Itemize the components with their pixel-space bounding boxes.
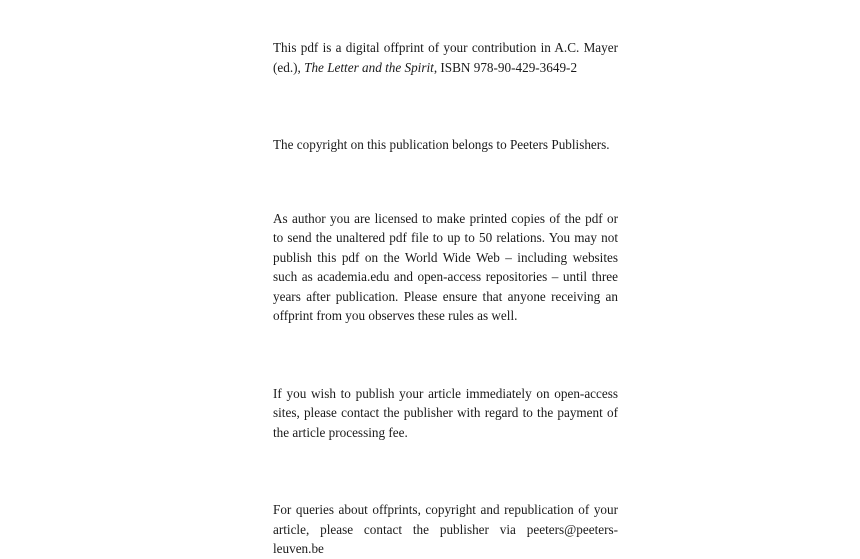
open-access-paragraph: If you wish to publish your article immediately on open-access sites, please contact the publisher with regard to the payment of the article processing fee. [273,385,618,440]
offprint-info-text: This pdf is a digital offprint of your contribution in A.C. Mayer (ed.), [273,40,618,75]
book-title: The Letter and the Spirit [304,59,434,75]
isbn-text: , ISBN 978-90-429-3649-2 [433,59,578,75]
contact-paragraph [273,500,618,559]
license-paragraph: As author you are licensed to make printed copies of the pdf or to send the unaltered pdf file to up to 50 relations. You may not publish this pdf on the World Wide Web – including websites such as academia.edu and open-access repositories – until three years after publication. Please ensure that anyone receiving an offprint from you observes these rules as well. [273,210,618,323]
offprint-notice [273,38,618,559]
copyright-paragraph: The copyright on this publication belongs to Peeters Publishers. [273,137,610,152]
contact-text: For queries about offprints, copyright and republication of your article, please contact the publisher via [273,502,618,537]
offprint-info-paragraph [273,38,618,77]
contact-email: peeters@peeters-leuven.be [273,521,618,556]
